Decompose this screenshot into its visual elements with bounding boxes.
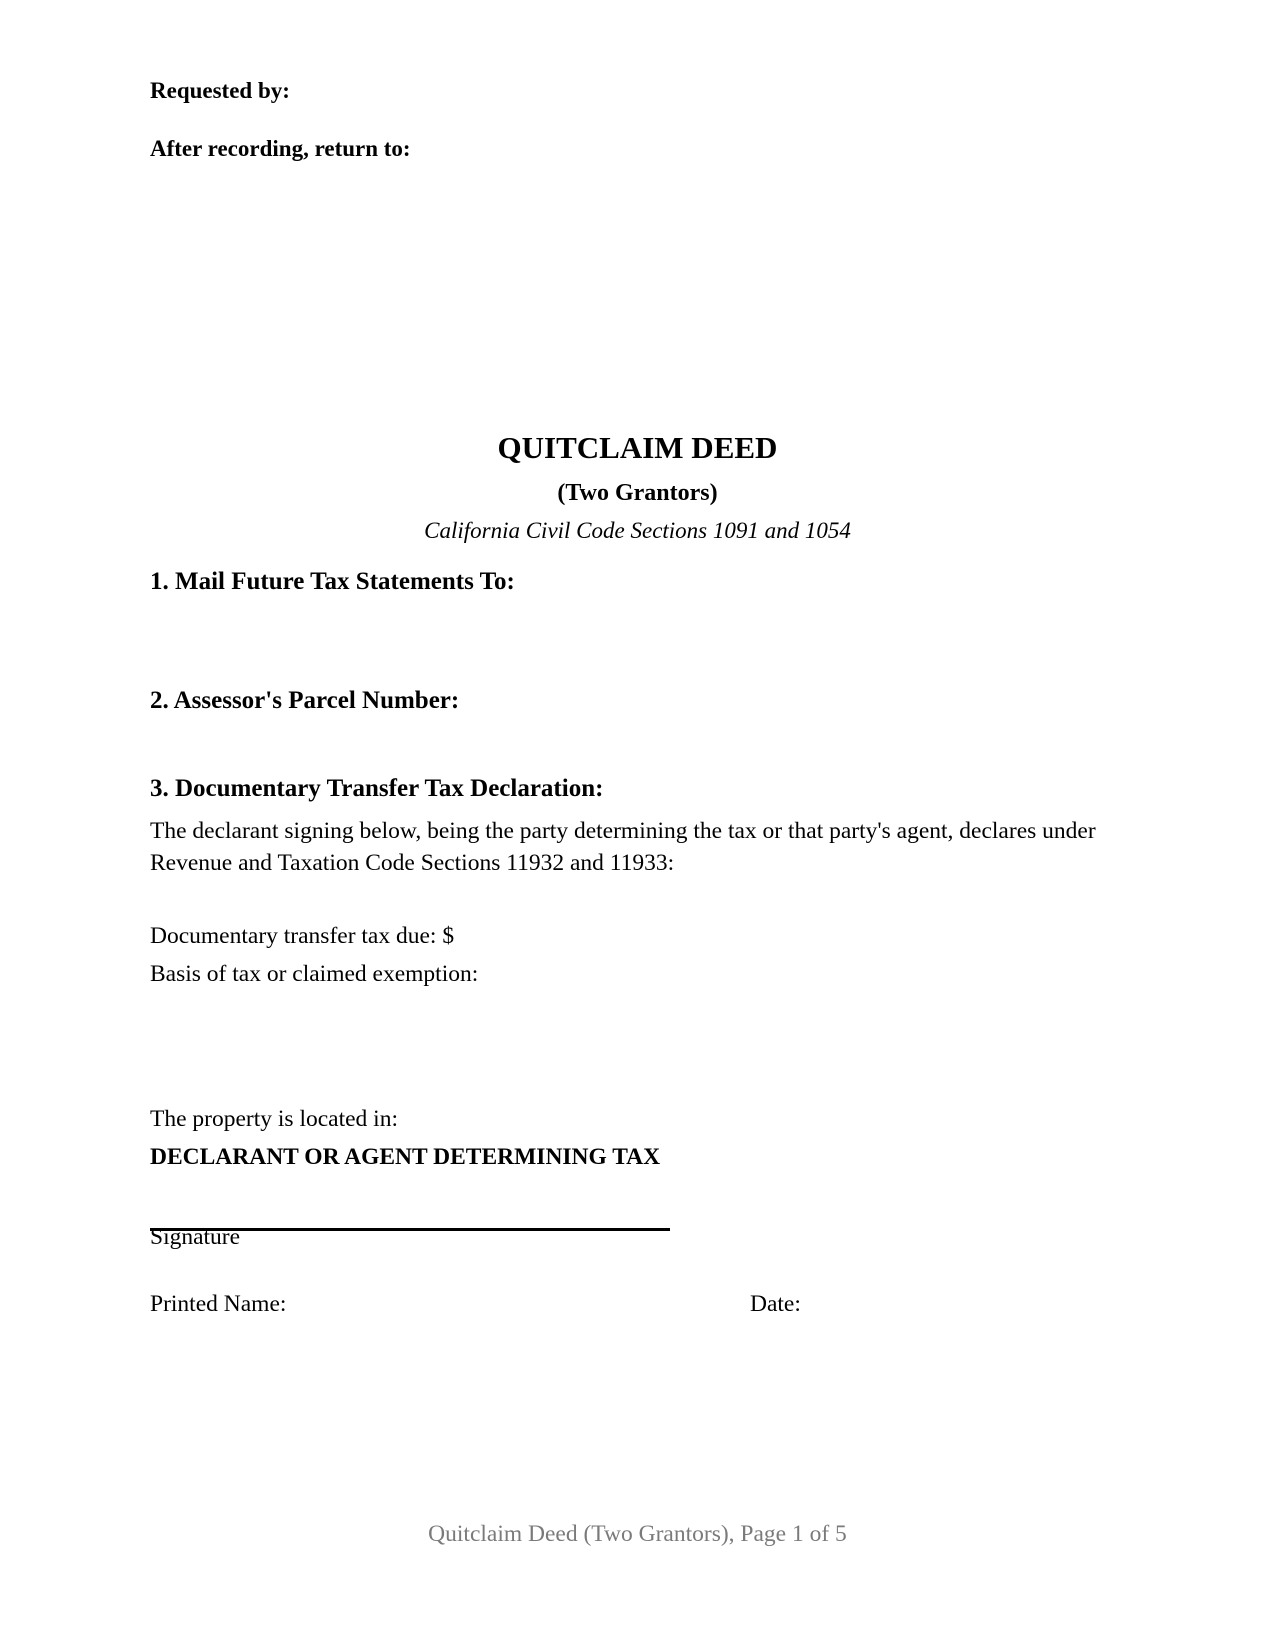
- section-mail-tax-heading: 1. Mail Future Tax Statements To:: [150, 568, 515, 595]
- section-parcel-number-heading: 2. Assessor's Parcel Number:: [150, 687, 460, 714]
- statute-citation: California Civil Code Sections 1091 and 1054: [424, 518, 851, 543]
- declaration-paragraph: The declarant signing below, being the party determining the tax or that party's agent, declares under Revenue and Taxation Code Sections 11932 and 11933:: [150, 818, 1096, 876]
- requested-by-label: Requested by:: [150, 78, 290, 103]
- document-title: QUITCLAIM DEED: [497, 430, 778, 465]
- tax-due-label: Documentary transfer tax due: $: [150, 923, 455, 949]
- printed-name-label: Printed Name:: [150, 1291, 287, 1317]
- return-to-label: After recording, return to:: [150, 136, 411, 161]
- declarant-heading: DECLARANT OR AGENT DETERMINING TAX: [150, 1144, 661, 1170]
- section-transfer-tax-heading: 3. Documentary Transfer Tax Declaration:: [150, 775, 604, 802]
- page-footer: Quitclaim Deed (Two Grantors), Page 1 of 5: [428, 1521, 847, 1547]
- signature-label: Signature: [150, 1224, 241, 1250]
- document-subtitle: (Two Grantors): [557, 480, 718, 506]
- property-location-label: The property is located in:: [150, 1106, 398, 1132]
- date-label: Date:: [750, 1291, 801, 1317]
- basis-of-tax-label: Basis of tax or claimed exemption:: [150, 961, 479, 987]
